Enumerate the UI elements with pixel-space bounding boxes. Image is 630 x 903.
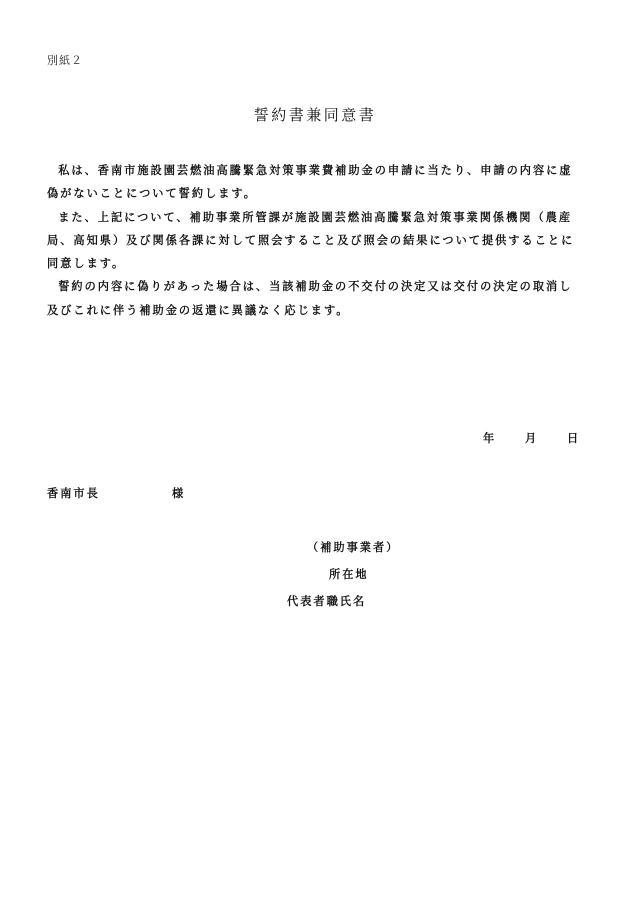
applicant-heading: （補助事業者）	[307, 541, 400, 554]
addressee-name: 香南市長	[47, 487, 100, 500]
document-title: 誓約書兼同意書	[253, 106, 377, 124]
addressee-honorific: 様	[172, 487, 184, 500]
date-day-label: 日	[567, 432, 579, 445]
pledge-body	[47, 159, 583, 322]
pledge-paragraph-3: 誓約の内容に偽りがあった場合は、当該補助金の不交付の決定又は交付の決定の取消し及びこれに伴う補助金の返還に異議なく応じます。	[47, 280, 573, 317]
date-year-label: 年	[483, 432, 495, 445]
applicant-representative-label: 代表者職氏名	[287, 595, 367, 608]
pledge-paragraph-1: 私は、香南市施設園芸燃油高騰緊急対策事業費補助金の申請に当たり、申請の内容に虚偽がないことについて誓約します。	[47, 164, 573, 201]
pledge-paragraph-2: また、上記について、補助事業所管課が施設園芸燃油高騰緊急対策事業関係機関（農産局、高知県）及び関係各課に対して照会すること及び照会の結果について提供することに同意します。	[47, 210, 575, 271]
applicant-address-label: 所在地	[329, 568, 369, 581]
attachment-label: 別紙２	[47, 54, 83, 67]
date-month-label: 月	[525, 432, 537, 445]
